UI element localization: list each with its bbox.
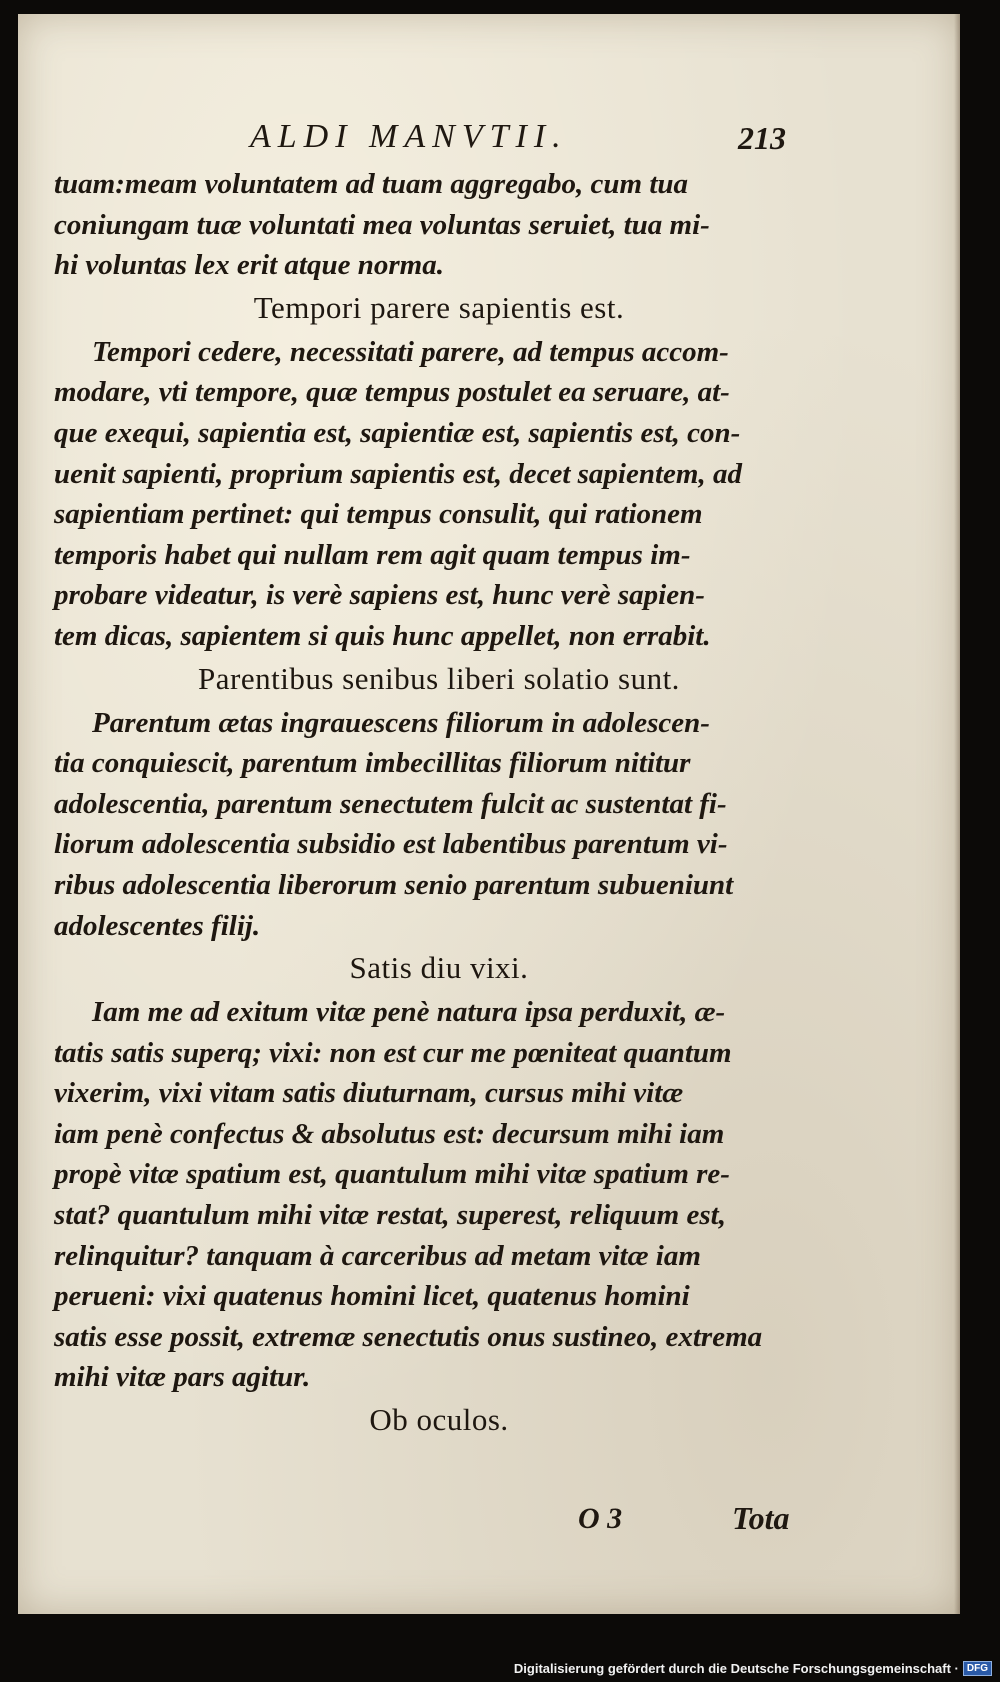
section-heading: Tempori parere sapientis est. [253, 289, 625, 325]
page-footer [18, 1502, 960, 1542]
running-head [18, 118, 960, 168]
text-line: vixerim, vixi vitam satis diuturnam, cursus mihi vitæ [54, 1077, 684, 1110]
text-line: que exequi, sapientia est, sapientiæ est, sapientis est, con- [54, 416, 741, 449]
text-line: uenit sapienti, proprium sapientis est, decet sapientem, ad [54, 457, 742, 490]
text-line: adolescentes filij. [54, 909, 261, 942]
text-line: tem dicas, sapientem si quis hunc appellet, non errabit. [54, 619, 711, 652]
digitization-credit [514, 1661, 992, 1676]
section-heading: Parentibus senibus liberi solatio sunt. [198, 660, 680, 696]
text-line: relinquitur? tanquam à carceribus ad metam vitæ iam [54, 1239, 701, 1272]
text-line: propè vitæ spatium est, quantulum mihi vitæ spatium re- [54, 1158, 730, 1191]
text-line: Iam me ad exitum vitæ penè natura ipsa perduxit, æ- [92, 996, 726, 1029]
text-line: tuam:meam voluntatem ad tuam aggregabo, cum tua [54, 168, 689, 200]
page-number: 213 [738, 120, 786, 156]
signature-mark: O 3 [578, 1502, 623, 1535]
text-line: ribus adolescentia liberorum senio parentum subueniunt [54, 868, 734, 901]
text-line: adolescentia, parentum senectutem fulcit ac sustentat fi- [54, 787, 727, 820]
text-line: sapientiam pertinet: qui tempus consulit, qui rationem [54, 498, 703, 531]
text-line: modare, vti tempore, quæ tempus postulet ea seruare, at- [54, 376, 730, 409]
text-line: iam penè confectus & absolutus est: decursum mihi iam [54, 1117, 725, 1150]
section-heading: Ob oculos. [369, 1402, 509, 1438]
dfg-logo: DFG [963, 1661, 992, 1676]
credit-text: Digitalisierung gefördert durch die Deutsche Forschungsgemeinschaft · [513, 1661, 959, 1676]
text-line: tia conquiescit, parentum imbecillitas filiorum nititur [54, 747, 691, 780]
text-line: perueni: vixi quatenus homini licet, quatenus homini [54, 1280, 690, 1313]
text-block [54, 164, 824, 1444]
text-line: probare videatur, is verè sapiens est, hunc verè sapien- [54, 579, 705, 612]
text-line: hi voluntas lex erit atque norma. [54, 249, 444, 282]
page-edge-shadow [954, 14, 960, 1614]
catchword: Tota [732, 1500, 790, 1536]
text-line: liorum adolescentia subsidio est labentibus parentum vi- [54, 828, 728, 861]
text-line: mihi vitæ pars agitur. [54, 1361, 311, 1394]
text-line: tatis satis superq; vixi: non est cur me pœniteat quantum [54, 1036, 732, 1069]
text-line: satis esse possit, extremæ senectutis onus sustineo, extrema [54, 1320, 763, 1353]
text-line: Tempori cedere, necessitati parere, ad tempus accom- [92, 335, 729, 368]
section-heading: Satis diu vixi. [349, 950, 529, 986]
text-line: stat? quantulum mihi vitæ restat, superest, reliquum est, [54, 1199, 726, 1232]
book-page [18, 14, 960, 1614]
text-line: temporis habet qui nullam rem agit quam tempus im- [54, 538, 691, 571]
running-head-title: ALDI MANVTII. [250, 118, 568, 155]
text-line: coniungam tuæ voluntati mea voluntas seruiet, tua mi- [54, 208, 710, 241]
text-line: Parentum ætas ingrauescens filiorum in adolescen- [92, 706, 710, 739]
